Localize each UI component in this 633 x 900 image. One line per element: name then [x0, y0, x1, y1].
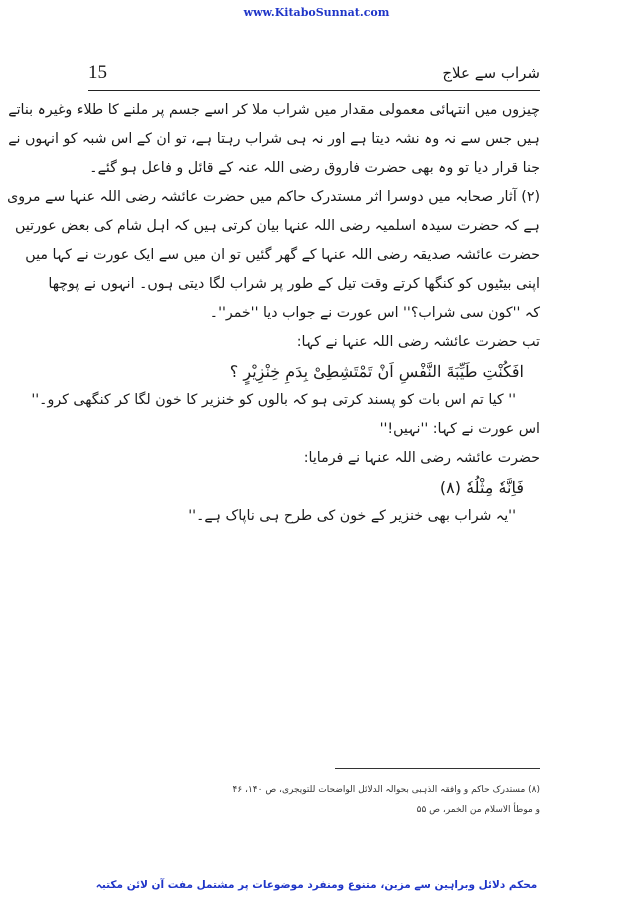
body-line: (۲) آثار صحابہ میں دوسرا اثر مستدرک حاکم میں حضرت عائشہ رضی اللہ عنہا سے مروی: [7, 189, 540, 205]
quote-question: '' کیا تم اس بات کو پسند کرتی ہو کہ بالوں کو خنزیر کا خون لگا کر کنگھی کرو۔'': [31, 392, 516, 408]
footer-banner[interactable]: محکم دلائل وبراہین سے مزین، متنوع ومنفرد موضوعات پر مشتمل مفت آن لائن مکتبہ: [95, 879, 538, 891]
page-body: [7, 96, 540, 531]
body-line: اپنی بیٹیوں کو کنگھا کرتے وقت تیل کے طور پر شراب لگا دیتی ہوں۔ انہوں نے پوچھا: [48, 276, 540, 292]
footnote-marker: (۸): [439, 478, 461, 497]
body-line: کہ ''کون سی شراب؟'' اس عورت نے جواب دیا ''خمر''۔: [209, 305, 540, 321]
header-rule: [88, 90, 540, 91]
page-header: [88, 62, 540, 88]
aisha-said: حضرت عائشہ رضی اللہ عنہا نے فرمایا:: [303, 450, 540, 466]
body-line: تب حضرت عائشہ رضی اللہ عنہا نے کہا:: [296, 334, 540, 350]
footnote-line: و موطأ الاسلام من الخمر، ص ۵۵: [416, 805, 540, 815]
page-number: 15: [88, 62, 107, 83]
site-url[interactable]: www.KitaboSunnat.com: [243, 6, 390, 19]
footnote-rule: [335, 768, 540, 769]
arabic-answer-line: [92, 473, 540, 502]
quote-answer: ''یہ شراب بھی خنزیر کے خون کی طرح ہی ناپاک ہے۔'': [188, 508, 516, 524]
body-line: جنا قرار دیا تو وہ بھی حضرت فاروق رضی اللہ عنہ کے قائل و فاعل ہو گئے۔: [89, 160, 540, 176]
footnotes: [92, 780, 540, 820]
body-line: حضرت عائشہ صدیقہ رضی اللہ عنہا کے گھر گئیں تو ان میں سے ایک عورت نے کہا میں: [25, 247, 540, 263]
running-title: شراب سے علاج: [442, 64, 540, 82]
footnote-line: (۸) مستدرک حاکم و وافقہ الذہبی بحوالہ الدلائل الواضحات للتویجری، ص ۱۴۰، ۴۶: [232, 785, 540, 795]
body-line: ہیں جس سے نہ وہ نشہ دیتا ہے اور نہ ہی شراب رہتا ہے، تو ان کے اس شبہ کو انہوں نے: [8, 131, 540, 147]
body-line: چیزوں میں انتہائی معمولی مقدار میں شراب ملا کر اسے جسم پر ملنے کا طلاء وغیرہ بناتے: [8, 102, 540, 118]
arabic-answer: فَاِنَّهٗ مِثْلُهٗ: [466, 478, 524, 497]
arabic-question: افَکُنْتِ طَیِّبَةَ النَّفْسِ اَنْ تَمْتَشِطِیْ بِدَمِ خِنْزِیْرٍ ؟: [229, 362, 524, 381]
woman-reply: اس عورت نے کہا: ''نہیں!'': [379, 421, 540, 437]
body-line: ہے کہ حضرت سیدہ اسلمیہ رضی اللہ عنہا بیان کرتی ہیں کہ اہل شام کی بعض عورتیں: [15, 218, 540, 234]
